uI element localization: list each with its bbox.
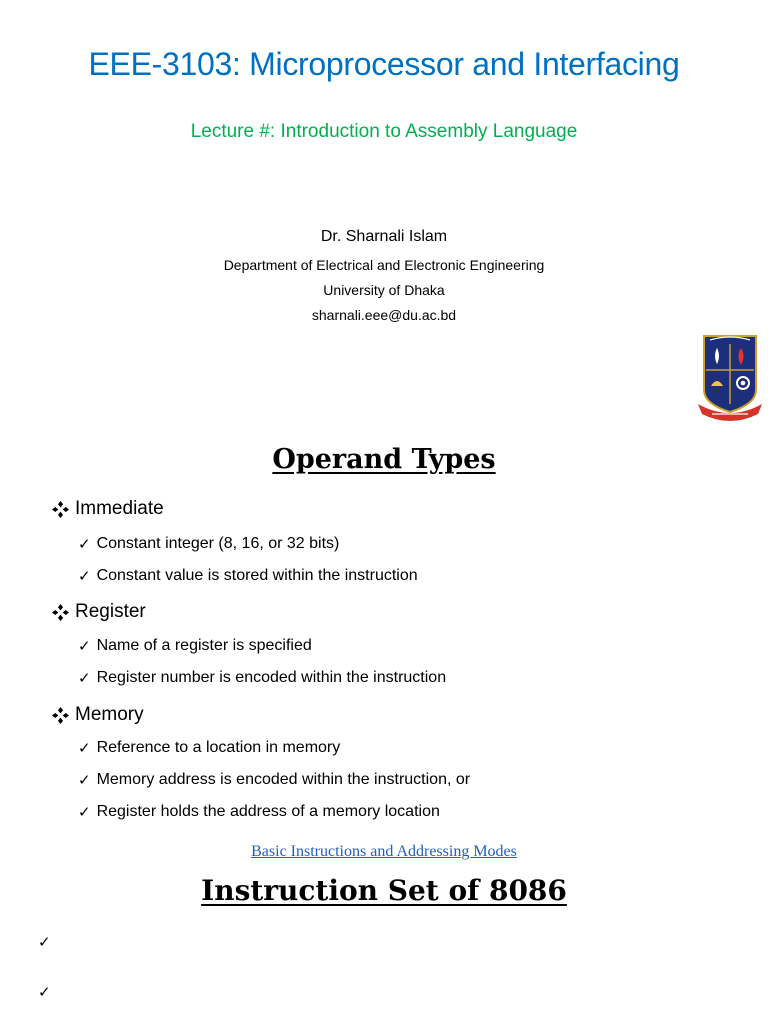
check-icon: ✓ [38, 983, 51, 1001]
author-university: University of Dhaka [323, 282, 445, 298]
list-item-text: Reference to a location in memory [96, 739, 341, 756]
section-heading: Operand Types [272, 444, 496, 475]
author-email: sharnali.eee@du.ac.bd [311, 307, 457, 323]
check-icon: ✓ [38, 933, 51, 951]
bullet-label: Immediate [75, 498, 164, 519]
list-item-text: Memory address is encoded within the instruction, or [96, 771, 471, 788]
author-department: Department of Electrical and Electronic Engineering [223, 257, 545, 273]
list-item [78, 803, 440, 821]
bullet-immediate [52, 498, 164, 520]
check-icon: ✓ [78, 669, 91, 687]
list-item-text: Constant value is stored within the instruction [96, 567, 418, 584]
diamond-bullet-icon [52, 707, 69, 724]
check-icon: ✓ [78, 739, 91, 757]
diamond-bullet-icon [52, 604, 69, 621]
check-icon: ✓ [78, 771, 91, 789]
lecture-title: Lecture #: Introduction to Assembly Language [190, 121, 578, 142]
bullet-label: Register [75, 601, 146, 622]
check-icon: ✓ [78, 535, 91, 553]
diamond-bullet-icon [52, 501, 69, 518]
check-icon: ✓ [78, 803, 91, 821]
check-icon: ✓ [78, 637, 91, 655]
bullet-register [52, 601, 146, 623]
author-name: Dr. Sharnali Islam [320, 228, 448, 245]
list-item [78, 739, 340, 757]
reference-link[interactable]: Basic Instructions and Addressing Modes [251, 843, 517, 860]
check-icon: ✓ [78, 567, 91, 585]
bullet-memory [52, 704, 144, 726]
list-item [78, 535, 339, 553]
bullet-label: Memory [75, 704, 144, 725]
list-item [78, 771, 470, 789]
list-item-text: Register number is encoded within the instruction [96, 669, 447, 686]
list-item-text: Register holds the address of a memory location [96, 803, 440, 820]
course-title: EEE-3103: Microprocessor and Interfacing [88, 46, 680, 82]
instruction-set-heading: Instruction Set of 8086 [201, 874, 567, 907]
list-item [78, 567, 418, 585]
list-item [78, 669, 446, 687]
university-crest-icon [696, 334, 764, 424]
list-item-text: Constant integer (8, 16, or 32 bits) [96, 535, 340, 552]
list-item-text: Name of a register is specified [96, 637, 312, 654]
list-item [78, 637, 312, 655]
